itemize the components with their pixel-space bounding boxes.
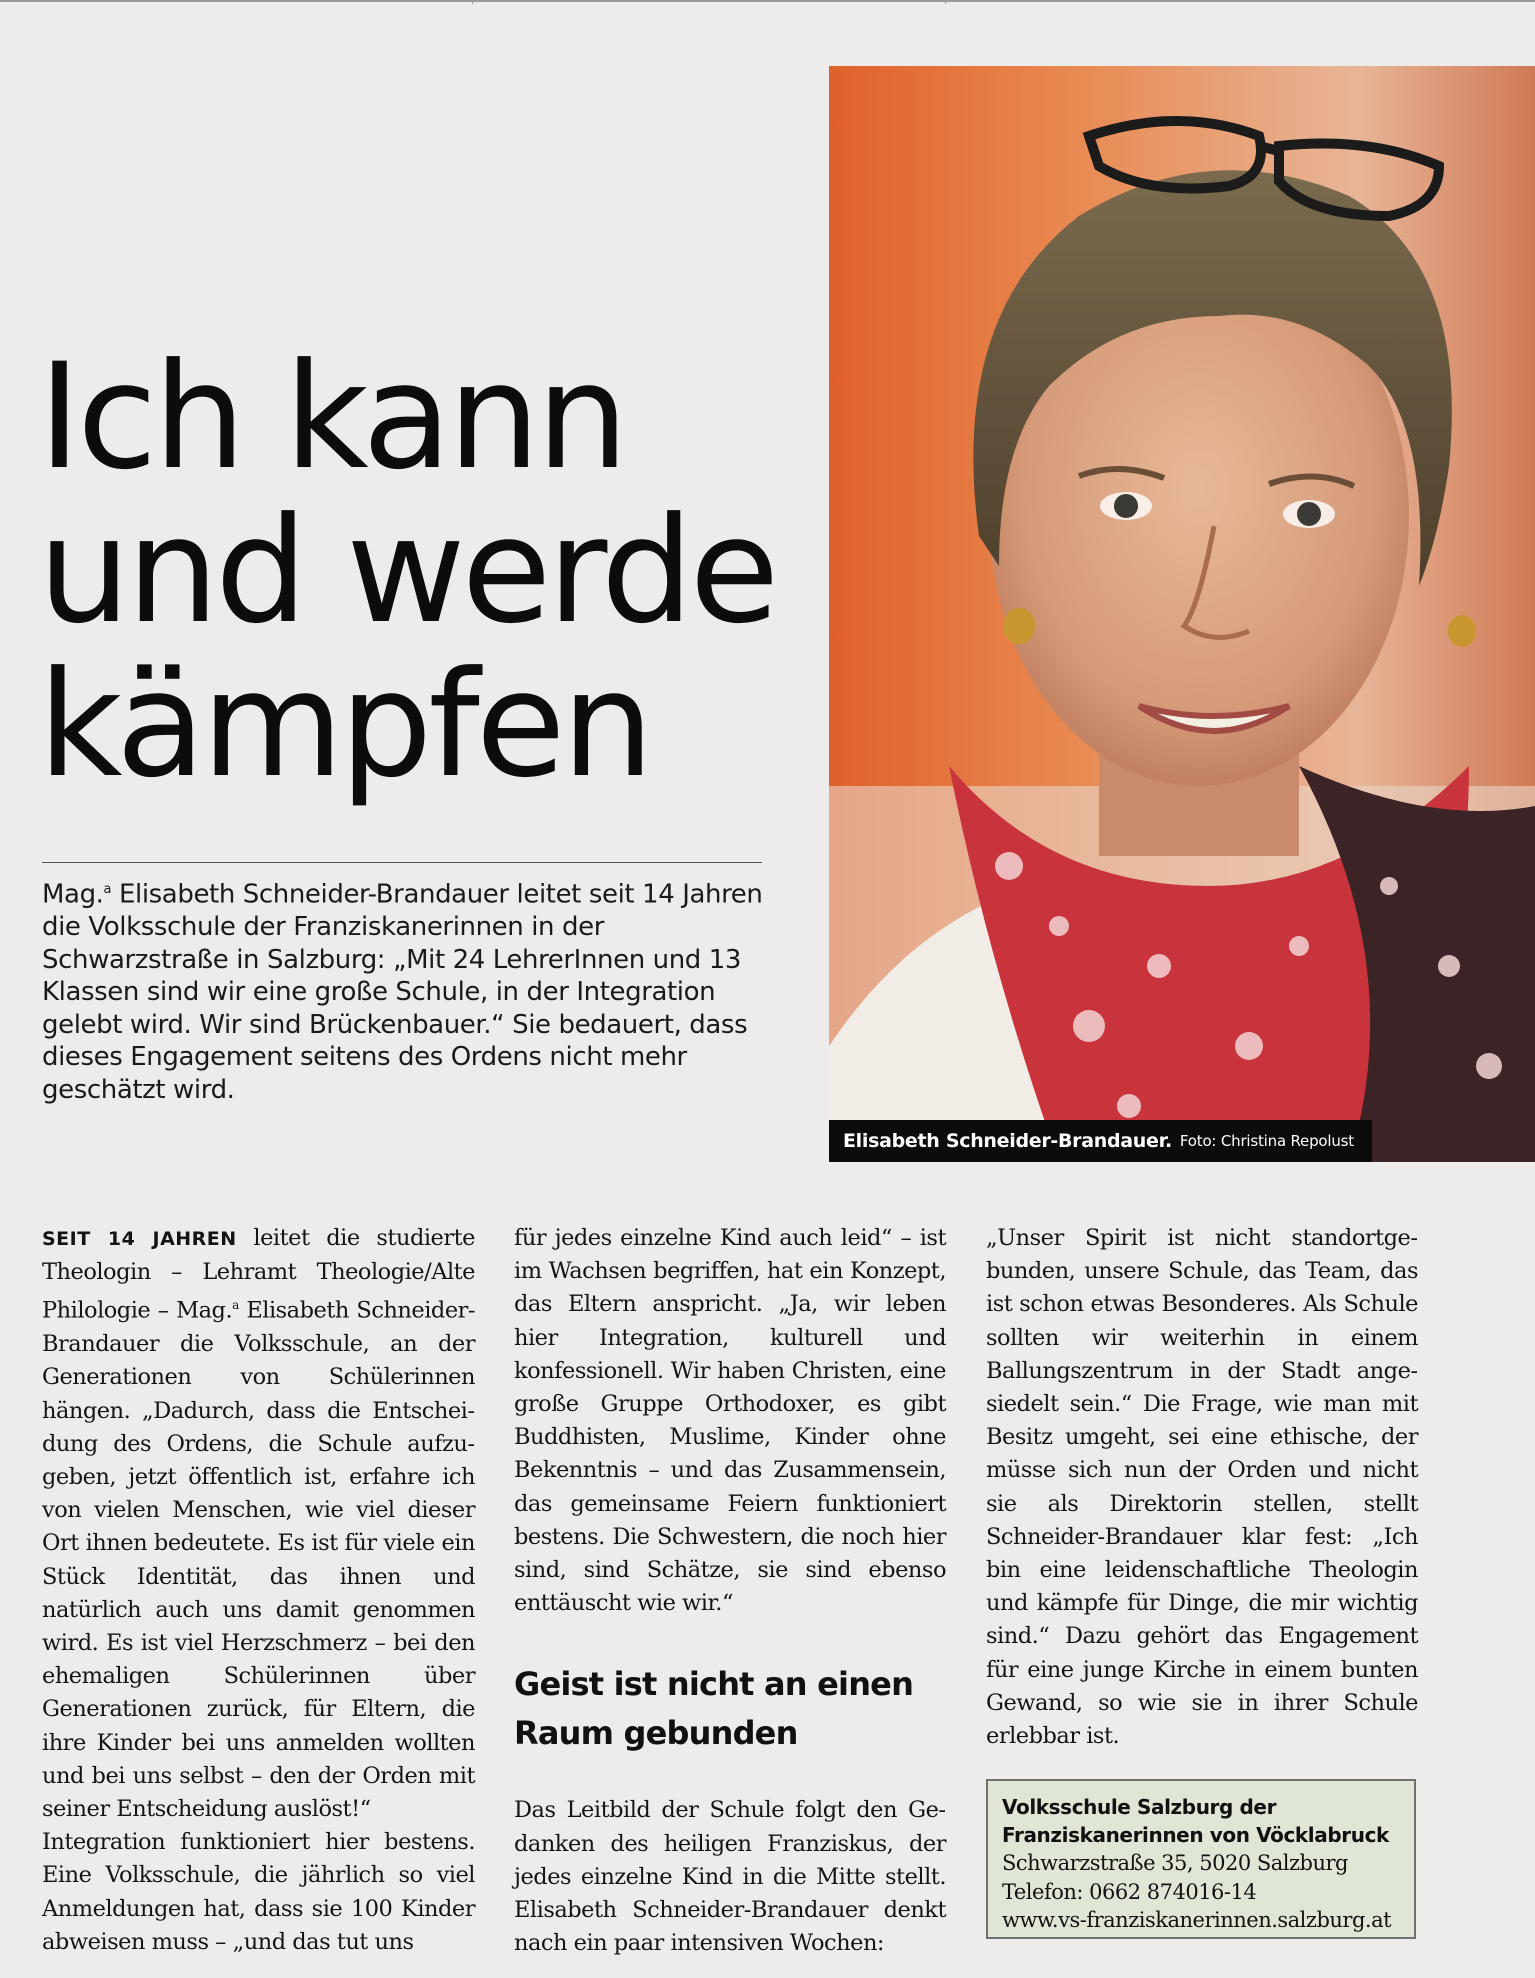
headline-line-3: kämpfen — [38, 640, 651, 810]
right-earring — [1448, 615, 1476, 647]
lead-superscript: a — [103, 882, 112, 897]
article-headline — [38, 332, 818, 810]
portrait-photo — [829, 66, 1535, 1162]
info-website-link[interactable]: www.vs-franziskanerinnen.salzburg.at — [1002, 1908, 1392, 1932]
col1-text-2: Elisabeth Schneider-Brandauer die Volksschule, an der Generationen von Schülerinnen hängen. „Dadurch, dass die Entscheidung des Ordens, die Schule aufzugeben, jetzt öffentlich ist, erfahre ich von vielen Menschen, wie viel dieser Ort ihnen bedeutete. Es ist für viele ein Stück Identität, das ihnen und natürlich auch uns damit genommen wird. Es ist viel Herzschmerz – bei den ehemaligen Schülerinnen über Generationen zurück, für Eltern, die ihre Kinder bei uns anmelden wollten und bei uns selbst – den der Orden mit seiner Entscheidung auslöst!“ — [42, 1297, 475, 1822]
info-phone: Telefon: 0662 874016-14 — [1002, 1879, 1257, 1904]
photo-caption — [829, 1120, 1372, 1162]
col1-paragraph-2: Integration funktioniert hier bestens. Eine Volksschule, die jährlich so viel Anmeldungen hat, dass sie 100 Kinder abweisen muss – „und das tut uns — [42, 1829, 475, 1955]
top-rule-tick — [472, 0, 473, 4]
left-eye — [1114, 494, 1138, 518]
body-column-3 — [986, 1222, 1418, 1753]
info-school-name-line-1: Volksschule Salzburg der — [1002, 1795, 1277, 1819]
lead-text: Elisabeth Schneider-Brandauer leitet seit 14 Jahren die Volksschule der Franziskanerinnen in der Schwarzstraße in Salzburg: „Mit 24 LehrerInnen und 13 Klassen sind wir eine große Schule, in der Integration gelebt wird. Wir sind Brückenbauer.“ Sie bedauert, dass dieses Engagement seitens des Ordens nicht mehr geschätzt wird. — [42, 879, 763, 1105]
top-rule — [0, 0, 1535, 2]
caption-credit: Foto: Christina Repolust — [1179, 1132, 1354, 1150]
right-eye — [1297, 502, 1321, 526]
body-column-2 — [514, 1222, 946, 1960]
col2-paragraph-2: Das Leitbild der Schule folgt den Gedanken des heiligen Franziskus, der jedes einzelne Kind in die Mitte stellt. Elisabeth Schneider-Brandauer denkt nach ein paar intensiven Wochen: — [514, 1797, 946, 1957]
article-lead — [42, 874, 777, 1106]
top-rule-tick — [945, 0, 946, 4]
headline-line-2: und werde — [38, 486, 776, 656]
info-school-name-line-2: Franziskanerinnen von Vöcklabruck — [1002, 1823, 1389, 1847]
col1-lead-in: SEIT 14 JAHREN — [42, 1228, 237, 1250]
headline-line-1: Ich kann — [38, 332, 625, 502]
left-earring — [1003, 608, 1035, 644]
school-info-box — [986, 1779, 1416, 1939]
section-subhead: Geist ist nicht an einen Raum gebunden — [514, 1665, 914, 1753]
col2-paragraph-1: für jedes einzelne Kind auch leid“ – ist im Wachsen begriffen, hat ein Konzept, das Eltern anspricht. „Ja, wir leben hier Integration, kulturell und konfessionell. Wir haben Christen, eine große Gruppe Orthodoxer, es gibt Buddhisten, Muslime, Kinder ohne Bekenntnis – und das Zusammensein, das gemeinsame Feiern funktioniert bestens. Die Schwestern, die noch hier sind, sind Schätze, sie sind ebenso enttäuscht wie wir.“ — [514, 1225, 946, 1617]
body-column-1 — [42, 1222, 475, 1959]
col3-paragraph-1: „Unser Spirit ist nicht standortgebunden, unsere Schule, das Team, das ist schon etwas Besonderes. Als Schule sollten wir weiterhin in einem Ballungszentrum in der Stadt angesiedelt sein.“ Die Frage, wie man mit Besitz umgeht, sei eine ethische, der müsse sich nun der Orden und nicht sie als Direktorin stellen, stellt Schneider-Brandauer klar fest: „Ich bin eine leidenschaftliche Theologin und kämpfe für Dinge, die mir wichtig sind.“ Dazu gehört das Engagement für eine junge Kirche in einem bunten Gewand, so wie sie in ihrer Schule erlebbar ist. — [986, 1225, 1418, 1750]
col1-paragraph-1 — [42, 1222, 475, 1826]
info-address: Schwarzstraße 35, 5020 Salzburg — [1002, 1851, 1349, 1875]
lead-title-prefix: Mag. — [42, 879, 104, 910]
col1-text-1: leitet die studierte Theologin – Lehramt Theologie/Alte Philologie – Mag. — [42, 1225, 475, 1324]
caption-name: Elisabeth Schneider-Brandauer. — [843, 1130, 1172, 1152]
lead-divider — [42, 862, 762, 863]
portrait-illustration — [829, 66, 1535, 1162]
info-school-name — [1002, 1793, 1400, 1849]
col1-superscript: a — [232, 1298, 239, 1313]
